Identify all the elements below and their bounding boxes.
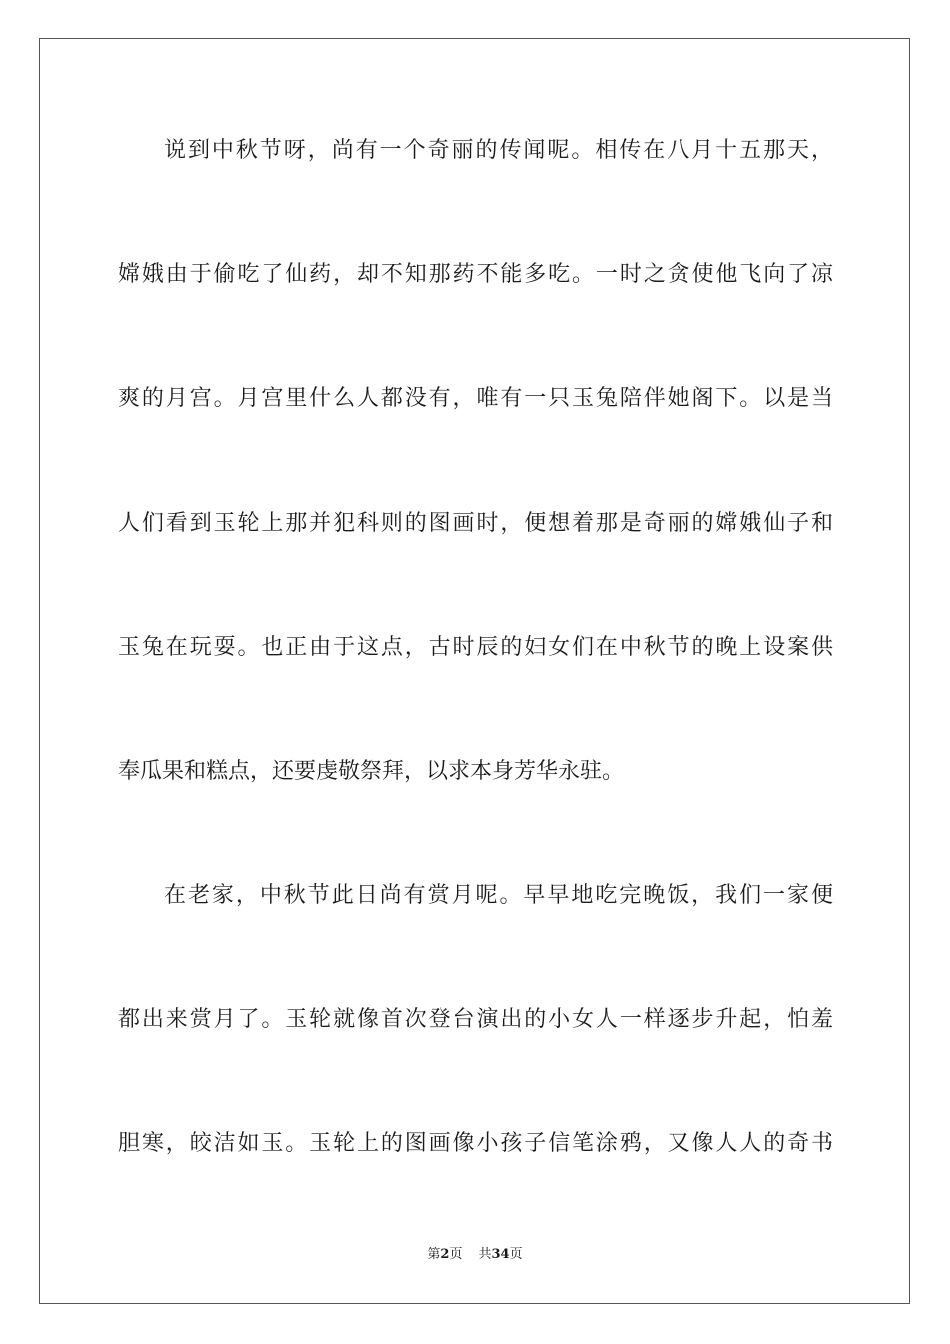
- footer-total-prefix: 共: [478, 1247, 492, 1262]
- page-frame: [39, 38, 910, 1304]
- paragraph-1-line-2: 嫦娥由于偷吃了仙药，却不知那药不能多吃。一时之贪使他飞向了凉: [118, 262, 833, 287]
- paragraph-2-line-2: 都出来赏月了。玉轮就像首次登台演出的小女人一样逐步升起，怕羞: [118, 1007, 833, 1032]
- footer-prefix: 第: [427, 1247, 441, 1262]
- footer-page-suffix: 页: [449, 1247, 463, 1262]
- paragraph-1-line-4: 人们看到玉轮上那并犯科则的图画时，便想着那是奇丽的嫦娥仙子和: [118, 511, 833, 536]
- current-page-number: 2: [440, 1247, 450, 1262]
- paragraph-1-line-6: 奉瓜果和糕点，还要虔敬祭拜，以求本身芳华永驻。: [118, 759, 625, 784]
- paragraph-2-line-3: 胆寒，皎洁如玉。玉轮上的图画像小孩子信笔涂鸦，又像人人的奇书: [118, 1131, 833, 1156]
- total-page-count: 34: [491, 1247, 510, 1262]
- paragraph-1-line-3: 爽的月宫。月宫里什么人都没有，唯有一只玉兔陪伴她阁下。以是当: [118, 386, 833, 411]
- footer-total-suffix: 页: [509, 1247, 523, 1262]
- paragraph-2-line-1: 在老家，中秋节此日尚有赏月呢。早早地吃完晚饭，我们一家便: [164, 883, 833, 908]
- page-footer: [0, 1246, 950, 1264]
- paragraph-1-line-1: 说到中秋节呀，尚有一个奇丽的传闻呢。相传在八月十五那天，: [164, 138, 833, 163]
- paragraph-1-line-5: 玉兔在玩耍。也正由于这点，古时辰的妇女们在中秋节的晚上设案供: [118, 635, 833, 660]
